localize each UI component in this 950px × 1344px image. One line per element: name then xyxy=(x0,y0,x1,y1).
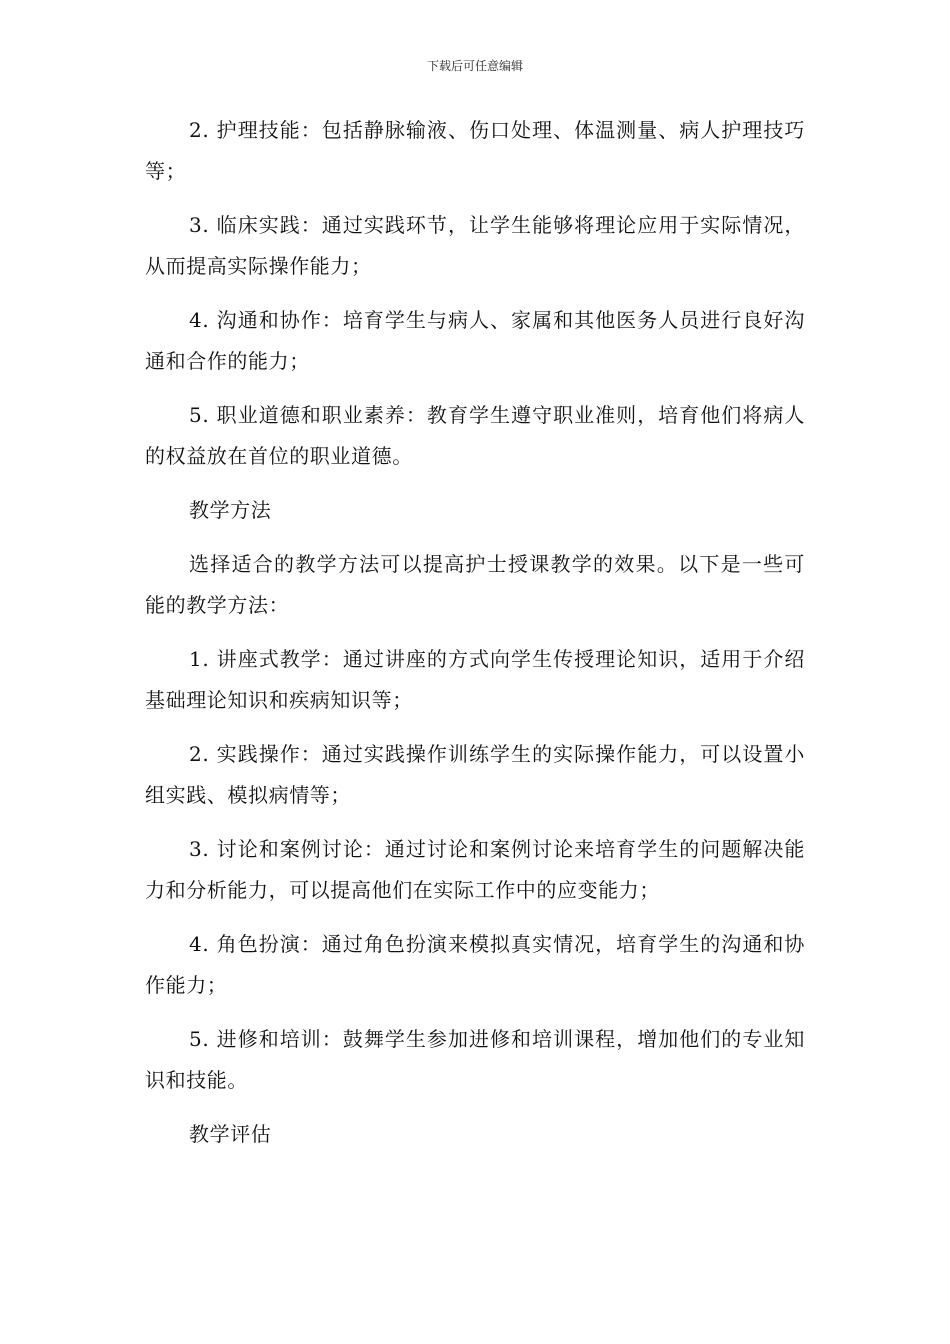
paragraph-communication: 4. 沟通和协作：培育学生与病人、家属和其他医务人员进行良好沟通和合作的能力； xyxy=(145,308,805,373)
section-heading-teaching-evaluation: 教学评估 xyxy=(189,1122,272,1146)
paragraph-methods-intro: 选择适合的教学方法可以提高护士授课教学的效果。以下是一些可能的教学方法： xyxy=(145,552,805,617)
section-heading-teaching-methods: 教学方法 xyxy=(189,498,272,522)
paragraph-professional-ethics: 5. 职业道德和职业素养：教育学生遵守职业准则，培育他们将病人的权益放在首位的职业道德。 xyxy=(145,403,805,468)
paragraph-nursing-skills: 2. 护理技能：包括静脉输液、伤口处理、体温测量、病人护理技巧等； xyxy=(145,118,805,183)
paragraph-clinical-practice: 3. 临床实践：通过实践环节，让学生能够将理论应用于实际情况，从而提高实际操作能力； xyxy=(145,213,805,278)
paragraph-practice: 2. 实践操作：通过实践操作训练学生的实际操作能力，可以设置小组实践、模拟病情等； xyxy=(145,742,805,807)
document-body xyxy=(145,110,805,1168)
paragraph-case-discussion: 3. 讨论和案例讨论：通过讨论和案例讨论来培育学生的问题解决能力和分析能力，可以提高他们在实际工作中的应变能力； xyxy=(145,837,805,902)
paragraph-training: 5. 进修和培训：鼓舞学生参加进修和培训课程，增加他们的专业知识和技能。 xyxy=(145,1027,805,1092)
paragraph-role-play: 4. 角色扮演：通过角色扮演来模拟真实情况，培育学生的沟通和协作能力； xyxy=(145,932,805,997)
paragraph-lecture: 1. 讲座式教学：通过讲座的方式向学生传授理论知识，适用于介绍基础理论知识和疾病知识等； xyxy=(145,647,805,712)
page-header: 下载后可任意编辑 xyxy=(426,59,523,73)
